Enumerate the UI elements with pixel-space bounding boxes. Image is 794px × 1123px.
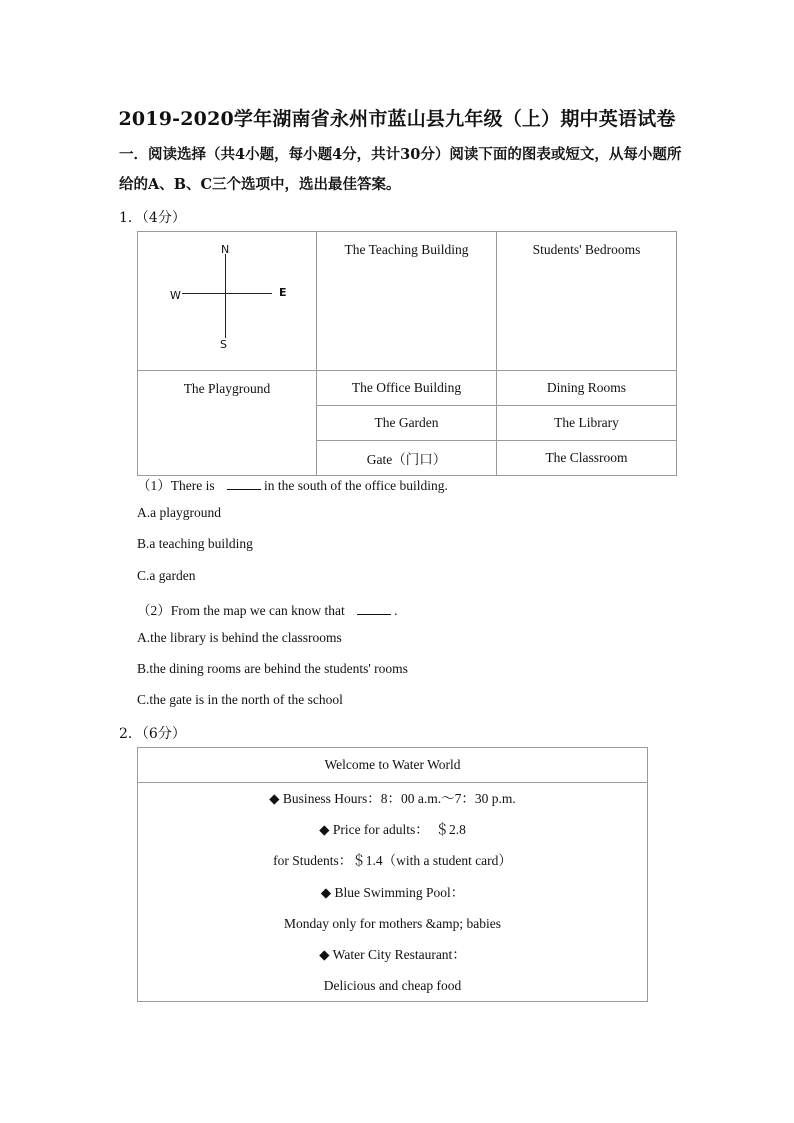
option-2b: B.the dining rooms are behind the students' rooms	[137, 661, 408, 676]
cell-garden: The Garden	[317, 406, 497, 441]
section-heading-line-2: 给的A、B、C三个选项中，选出最佳答案。	[119, 176, 401, 193]
option-2c: C.the gate is in the north of the school	[137, 692, 343, 707]
option-1b: B.a teaching building	[137, 536, 253, 551]
sub-question-1-stem	[137, 474, 448, 494]
question-1-number: 1．（4分）	[119, 210, 186, 226]
answer-blank	[227, 479, 261, 490]
option-2a: A.the library is behind the classrooms	[137, 630, 342, 645]
notice-line: ◆ Business Hours：8：00 a.m.～7：30 p.m.	[269, 791, 516, 806]
sub-question-2-stem	[137, 599, 397, 619]
cell-teaching-building: The Teaching Building	[317, 232, 497, 371]
section-heading-line-1: 一．阅读选择（共4小题，每小题4分，共计30分）阅读下面的图表或短文，从每小题所	[119, 146, 682, 163]
notice-line: Delicious and cheap food	[323, 978, 462, 994]
section-heading	[119, 140, 689, 200]
notice-line: ◆ Water City Restaurant：	[319, 947, 466, 963]
notice-line: ◆ Blue Swimming Pool：	[320, 884, 465, 900]
compass-south-label: S	[220, 338, 227, 351]
option-1a: A.a playground	[137, 505, 221, 520]
compass-west-label: W	[170, 289, 181, 302]
cell-classroom: The Classroom	[497, 441, 677, 476]
notice-line: for Students：＄1.4（with a student card）	[273, 853, 512, 869]
answer-blank	[357, 604, 391, 615]
page-title: 2019-2020学年湖南省永州市蓝山县九年级（上）期中英语试卷	[118, 108, 676, 130]
stem-text-after-blank: .	[394, 603, 398, 618]
stem-text-before-blank: （2）From the map we can know that	[137, 603, 345, 618]
stem-text-after-blank: in the south of the office building.	[263, 478, 448, 493]
water-world-notice	[137, 747, 648, 1002]
notice-heading: Welcome to Water World	[138, 748, 648, 783]
compass-east-label: E	[279, 286, 287, 299]
cell-dining-rooms: Dining Rooms	[497, 371, 677, 406]
question-2-number: 2．（6分）	[119, 726, 186, 742]
compass-north-label: N	[221, 243, 230, 256]
notice-line: ◆ Price for adults： ＄2.8	[319, 822, 466, 838]
notice-body	[138, 783, 648, 1002]
option-1c: C.a garden	[137, 568, 196, 583]
cell-gate: Gate（门口）	[317, 441, 497, 476]
notice-line: Monday only for mothers &amp; babies	[283, 915, 502, 931]
cell-library: The Library	[497, 406, 677, 441]
compass-cell	[138, 232, 317, 371]
campus-map-table	[137, 231, 677, 476]
compass	[138, 232, 316, 360]
cell-playground: The Playground	[138, 371, 317, 476]
cell-office-building: The Office Building	[317, 371, 497, 406]
cell-students-bedrooms: Students' Bedrooms	[497, 232, 677, 371]
stem-text-before-blank: （1）There is	[137, 478, 215, 493]
